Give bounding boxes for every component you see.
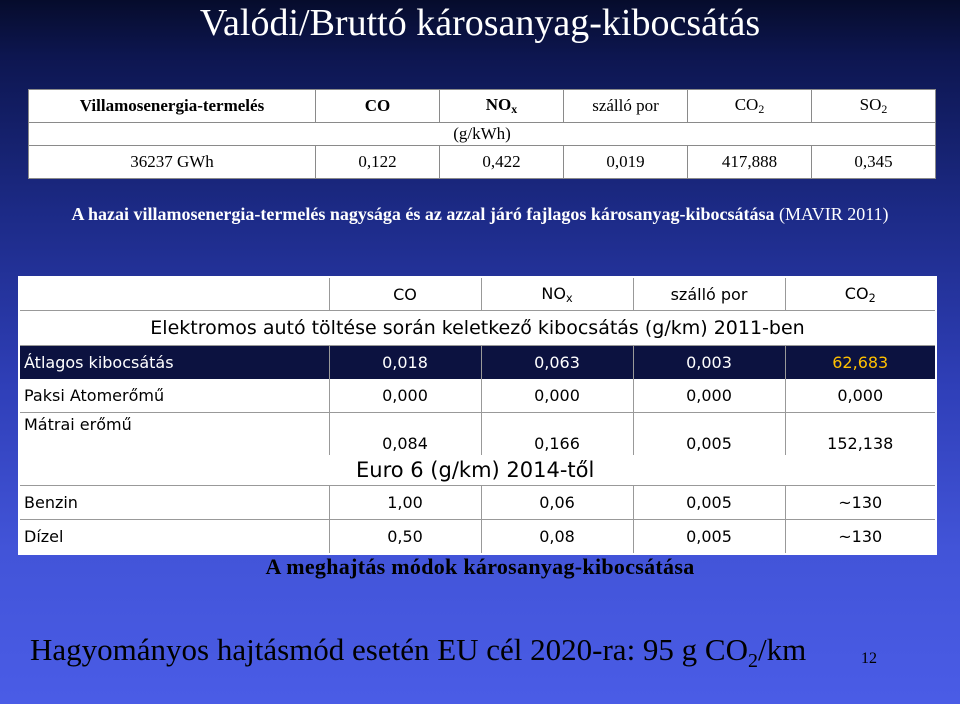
section-title-row: [19, 311, 936, 346]
header-co: CO: [329, 277, 481, 311]
cell-por: 0,003: [633, 346, 785, 380]
page-number: 12: [861, 650, 877, 667]
cell-nox: 0,06: [481, 486, 633, 520]
row-label: Paksi Atomerőmű: [19, 379, 329, 413]
cell-por: 0,005: [633, 486, 785, 520]
cell-nox: 0,063: [481, 346, 633, 380]
vehicle-emission-table: [18, 276, 937, 555]
row-label: Mátrai erőmű: [19, 413, 329, 456]
table-header-row: [19, 277, 936, 311]
header-szallo-por: szálló por: [564, 90, 688, 123]
header-so2: $SO_2$: [812, 90, 936, 123]
cell-nox: 0,422: [440, 146, 564, 179]
table1-caption: [40, 202, 920, 227]
caption-bold-text: A hazai villamosenergia-termelés nagysága és az azzal járó fajlagos károsanyag-kibocsátása: [71, 204, 775, 224]
unit-label: (g/kWh): [29, 123, 936, 146]
header-nox: $NO_x$: [481, 277, 633, 311]
cell-co: 0,084: [329, 413, 481, 456]
cell-co2: 0,000: [785, 379, 936, 413]
cell-nox: 0,166: [481, 413, 633, 456]
row-label: Dízel: [19, 520, 329, 555]
table-row: [19, 520, 936, 555]
eu-target-statement: Hagyományos hajtásmód esetén EU cél 2020-ra: 95 g $CO_2/km$: [30, 632, 807, 673]
cell-co: 0,000: [329, 379, 481, 413]
euro-title: Euro 6 (g/km) 2014-től: [19, 455, 936, 486]
cell-co2: 62,683: [785, 346, 936, 380]
cell-co: 0,018: [329, 346, 481, 380]
table-row: [19, 379, 936, 413]
cell-por: 0,019: [564, 146, 688, 179]
slide-title: Valódi/Bruttó károsanyag-kibocsátás: [199, 2, 761, 44]
cell-co2: ~130: [785, 520, 936, 555]
caption-source: (MAVIR 2011): [779, 204, 889, 224]
header-co: CO: [316, 90, 440, 123]
section-title: Elektromos autó töltése során keletkező kibocsátás (g/km) 2011-ben: [19, 311, 936, 346]
cell-co2: 417,888: [688, 146, 812, 179]
header-villamosenergia: Villamosenergia-termelés: [29, 90, 316, 123]
header-blank: [19, 277, 329, 311]
cell-por: 0,005: [633, 413, 785, 456]
table-header-row: [29, 90, 936, 123]
row-label: Átlagos kibocsátás: [19, 346, 329, 380]
euro-title-row: [19, 455, 936, 486]
header-nox: $NO_x$: [440, 90, 564, 123]
cell-co2: 152,138: [785, 413, 936, 456]
header-co2: $CO_2$: [785, 277, 936, 311]
table-row: [29, 146, 936, 179]
cell-so2: 0,345: [812, 146, 936, 179]
row-label: Benzin: [19, 486, 329, 520]
electricity-emission-table: [28, 89, 936, 179]
cell-nox: 0,000: [481, 379, 633, 413]
table2-caption: A meghajtás módok károsanyag-kibocsátása: [265, 554, 695, 579]
table-row: [19, 346, 936, 380]
table-row: [19, 486, 936, 520]
table-row: [19, 413, 936, 456]
unit-row: [29, 123, 936, 146]
cell-co: 1,00: [329, 486, 481, 520]
cell-co2: ~130: [785, 486, 936, 520]
cell-por: 0,005: [633, 520, 785, 555]
cell-por: 0,000: [633, 379, 785, 413]
cell-gwh: 36237 GWh: [29, 146, 316, 179]
cell-co: 0,50: [329, 520, 481, 555]
cell-co: 0,122: [316, 146, 440, 179]
header-co2: $CO_2$: [688, 90, 812, 123]
cell-nox: 0,08: [481, 520, 633, 555]
header-szallo-por: szálló por: [633, 277, 785, 311]
